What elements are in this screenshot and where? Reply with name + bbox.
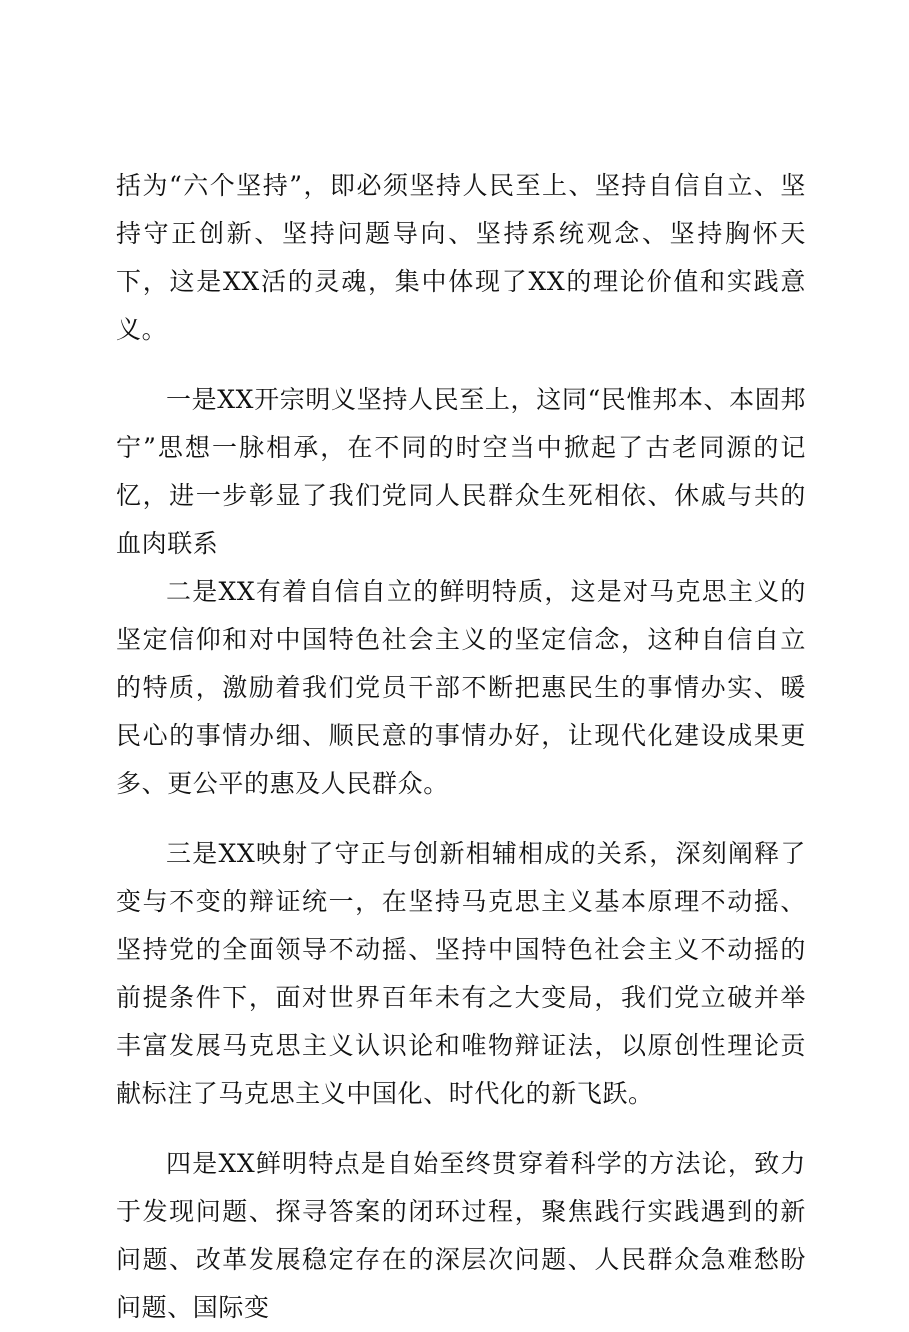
paragraph-continuation: 括为“六个坚持”，即必须坚持人民至上、坚持自信自立、坚持守正创新、坚持问题导向、坚持系统观念、坚持胸怀天下，这是XX活的灵魂，集中体现了XX的理论价值和实践意义。	[116, 171, 806, 344]
paragraph-point-one: 一是XX开宗明义坚持人民至上，这同“民惟邦本、本固邦宁”思想一脉相承，在不同的时空当中掀起了古老同源的记忆，进一步彰显了我们党同人民群众生死相依、休戚与共的血肉联系	[116, 385, 806, 558]
paragraph-point-three: 三是XX映射了守正与创新相辅相成的关系，深刻阐释了变与不变的辩证统一，在坚持马克思主义基本原理不动摇、坚持党的全面领导不动摇、坚持中国特色社会主义不动摇的前提条件下，面对世界百年未有之大变局，我们党立破并举丰富发展马克思主义认识论和唯物辩证法，以原创性理论贡献标注了马克思主义中国化、时代化的新飞跃。	[116, 839, 806, 1108]
paragraph-point-four: 四是XX鲜明特点是自始至终贯穿着科学的方法论，致力于发现问题、探寻答案的闭环过程，聚焦践行实践遇到的新问题、改革发展稳定存在的深层次问题、人民群众急难愁盼问题、国际变	[116, 1149, 806, 1322]
paragraph-point-two: 二是XX有着自信自立的鲜明特质，这是对马克思主义的坚定信仰和对中国特色社会主义的坚定信念，这种自信自立的特质，激励着我们党员干部不断把惠民生的事情办实、暖民心的事情办细、顺民意的事情办好，让现代化建设成果更多、更公平的惠及人民群众。	[116, 577, 806, 798]
document-body	[116, 162, 806, 1332]
